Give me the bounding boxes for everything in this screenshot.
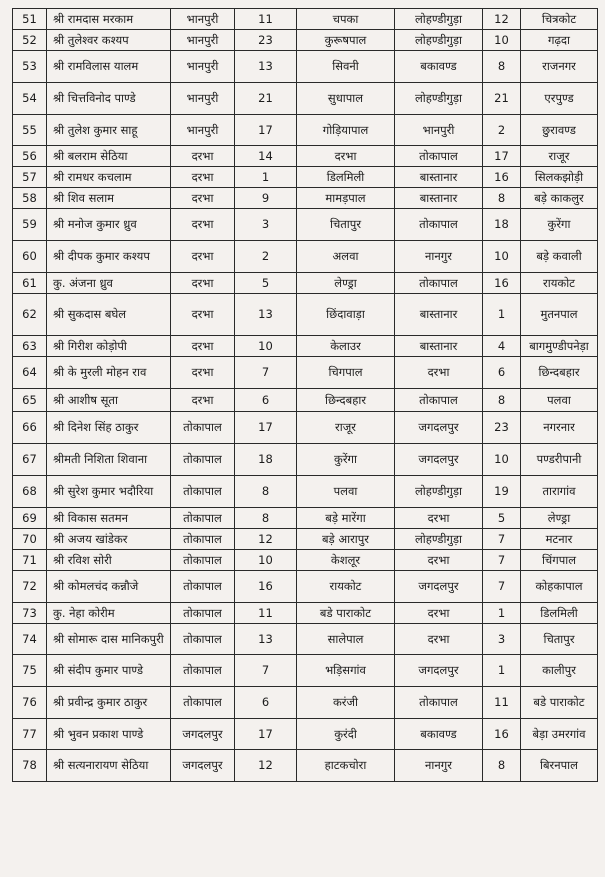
new-number-cell: 17 <box>483 146 521 167</box>
new-block-cell: लोहण्डीगुड़ा <box>395 476 483 508</box>
employee-name-cell: श्री सुरेश कुमार भदौरिया <box>47 476 171 508</box>
table-row <box>13 51 598 83</box>
new-number-cell: 2 <box>483 115 521 146</box>
new-village-cell: कालीपुर <box>521 655 598 687</box>
current-number-cell: 8 <box>235 508 297 529</box>
new-block-cell: लोहण्डीगुड़ा <box>395 30 483 51</box>
new-number-cell: 6 <box>483 357 521 389</box>
new-number-cell: 1 <box>483 603 521 624</box>
current-village-cell: पलवा <box>297 476 395 508</box>
current-village-cell: छिंदावाड़ा <box>297 294 395 336</box>
serial-number-cell: 76 <box>13 687 47 719</box>
new-block-cell: दरभा <box>395 603 483 624</box>
current-number-cell: 9 <box>235 188 297 209</box>
serial-number-cell: 71 <box>13 550 47 571</box>
table-row <box>13 687 598 719</box>
new-number-cell: 7 <box>483 529 521 550</box>
table-row <box>13 529 598 550</box>
employee-name-cell: श्री शिव सलाम <box>47 188 171 209</box>
new-block-cell: तोकापाल <box>395 687 483 719</box>
serial-number-cell: 59 <box>13 209 47 241</box>
new-block-cell: नानगुर <box>395 241 483 273</box>
table-row <box>13 115 598 146</box>
new-block-cell: लोहण्डीगुड़ा <box>395 83 483 115</box>
serial-number-cell: 68 <box>13 476 47 508</box>
current-block-cell: भानपुरी <box>171 115 235 146</box>
current-block-cell: दरभा <box>171 294 235 336</box>
table-row <box>13 241 598 273</box>
serial-number-cell: 69 <box>13 508 47 529</box>
new-number-cell: 11 <box>483 687 521 719</box>
new-block-cell: लोहण्डीगुड़ा <box>395 529 483 550</box>
current-block-cell: तोकापाल <box>171 412 235 444</box>
employee-name-cell: श्री सत्यनारायण सेठिया <box>47 750 171 782</box>
current-block-cell: तोकापाल <box>171 550 235 571</box>
employee-name-cell: श्री आशीष सूता <box>47 389 171 412</box>
document-sheet <box>12 8 597 782</box>
current-number-cell: 10 <box>235 550 297 571</box>
new-block-cell: तोकापाल <box>395 209 483 241</box>
serial-number-cell: 65 <box>13 389 47 412</box>
current-number-cell: 17 <box>235 719 297 750</box>
current-village-cell: सालेपाल <box>297 624 395 655</box>
new-village-cell: गढ़दा <box>521 30 598 51</box>
current-number-cell: 11 <box>235 9 297 30</box>
serial-number-cell: 52 <box>13 30 47 51</box>
new-number-cell: 5 <box>483 508 521 529</box>
table-row <box>13 603 598 624</box>
new-village-cell: लेण्ड्रा <box>521 508 598 529</box>
current-block-cell: दरभा <box>171 241 235 273</box>
current-number-cell: 21 <box>235 83 297 115</box>
serial-number-cell: 73 <box>13 603 47 624</box>
new-block-cell: दरभा <box>395 357 483 389</box>
current-block-cell: दरभा <box>171 209 235 241</box>
current-number-cell: 6 <box>235 687 297 719</box>
table-row <box>13 146 598 167</box>
new-number-cell: 19 <box>483 476 521 508</box>
serial-number-cell: 61 <box>13 273 47 294</box>
current-number-cell: 23 <box>235 30 297 51</box>
new-village-cell: बड़े कवाली <box>521 241 598 273</box>
new-village-cell: पलवा <box>521 389 598 412</box>
serial-number-cell: 64 <box>13 357 47 389</box>
current-block-cell: भानपुरी <box>171 9 235 30</box>
table-row <box>13 294 598 336</box>
current-number-cell: 16 <box>235 571 297 603</box>
employee-name-cell: श्री विकास सतमन <box>47 508 171 529</box>
employee-name-cell: श्रीमती निशिता शिवाना <box>47 444 171 476</box>
new-block-cell: बास्तानार <box>395 336 483 357</box>
employee-name-cell: कु. अंजना ध्रुव <box>47 273 171 294</box>
current-village-cell: बड़े मारेंगा <box>297 508 395 529</box>
serial-number-cell: 53 <box>13 51 47 83</box>
employee-name-cell: श्री दीपक कुमार कश्यप <box>47 241 171 273</box>
table-row <box>13 719 598 750</box>
new-village-cell: सिलकझोड़ी <box>521 167 598 188</box>
current-village-cell: चपका <box>297 9 395 30</box>
current-village-cell: छिन्दबहार <box>297 389 395 412</box>
table-row <box>13 624 598 655</box>
serial-number-cell: 57 <box>13 167 47 188</box>
new-number-cell: 23 <box>483 412 521 444</box>
new-village-cell: चित्रकोट <box>521 9 598 30</box>
new-number-cell: 7 <box>483 550 521 571</box>
serial-number-cell: 75 <box>13 655 47 687</box>
new-block-cell: जगदलपुर <box>395 655 483 687</box>
employee-name-cell: श्री भुवन प्रकाश पाण्डे <box>47 719 171 750</box>
current-block-cell: भानपुरी <box>171 83 235 115</box>
table-row <box>13 30 598 51</box>
employee-name-cell: श्री कोमलचंद कन्नौजे <box>47 571 171 603</box>
current-block-cell: दरभा <box>171 336 235 357</box>
current-block-cell: तोकापाल <box>171 571 235 603</box>
new-number-cell: 16 <box>483 273 521 294</box>
new-village-cell: बडे पाराकोट <box>521 687 598 719</box>
serial-number-cell: 62 <box>13 294 47 336</box>
current-block-cell: भानपुरी <box>171 30 235 51</box>
new-village-cell: नगरनार <box>521 412 598 444</box>
current-block-cell: दरभा <box>171 188 235 209</box>
current-number-cell: 11 <box>235 603 297 624</box>
new-block-cell: तोकापाल <box>395 146 483 167</box>
employee-name-cell: श्री तुलेश कुमार साहू <box>47 115 171 146</box>
table-row <box>13 444 598 476</box>
new-village-cell: राजनगर <box>521 51 598 83</box>
table-row <box>13 209 598 241</box>
new-block-cell: बकावण्ड <box>395 719 483 750</box>
current-number-cell: 1 <box>235 167 297 188</box>
new-block-cell: जगदलपुर <box>395 571 483 603</box>
current-number-cell: 13 <box>235 51 297 83</box>
new-block-cell: तोकापाल <box>395 273 483 294</box>
current-village-cell: कुरूषपाल <box>297 30 395 51</box>
serial-number-cell: 63 <box>13 336 47 357</box>
current-number-cell: 6 <box>235 389 297 412</box>
table-row <box>13 83 598 115</box>
current-number-cell: 10 <box>235 336 297 357</box>
current-block-cell: तोकापाल <box>171 529 235 550</box>
table-row <box>13 571 598 603</box>
new-number-cell: 12 <box>483 9 521 30</box>
new-number-cell: 16 <box>483 167 521 188</box>
current-block-cell: तोकापाल <box>171 508 235 529</box>
serial-number-cell: 77 <box>13 719 47 750</box>
new-number-cell: 8 <box>483 188 521 209</box>
new-village-cell: मटनार <box>521 529 598 550</box>
current-number-cell: 3 <box>235 209 297 241</box>
new-number-cell: 1 <box>483 655 521 687</box>
current-number-cell: 7 <box>235 655 297 687</box>
current-village-cell: बड़े आरापुर <box>297 529 395 550</box>
new-village-cell: राजूर <box>521 146 598 167</box>
employee-name-cell: श्री दिनेश सिंह ठाकुर <box>47 412 171 444</box>
current-village-cell: लेण्ड्रा <box>297 273 395 294</box>
current-village-cell: मामड़पाल <box>297 188 395 209</box>
current-village-cell: केलाउर <box>297 336 395 357</box>
transfer-table <box>12 8 598 782</box>
current-village-cell: चिगपाल <box>297 357 395 389</box>
new-number-cell: 18 <box>483 209 521 241</box>
table-row <box>13 336 598 357</box>
current-block-cell: दरभा <box>171 389 235 412</box>
current-village-cell: राजूर <box>297 412 395 444</box>
serial-number-cell: 60 <box>13 241 47 273</box>
table-row <box>13 357 598 389</box>
employee-name-cell: श्री रामविलास यालम <box>47 51 171 83</box>
new-village-cell: बागमुण्डीपनेड़ा <box>521 336 598 357</box>
current-village-cell: कुरंदी <box>297 719 395 750</box>
new-block-cell: दरभा <box>395 508 483 529</box>
current-block-cell: भानपुरी <box>171 51 235 83</box>
table-row <box>13 550 598 571</box>
new-village-cell: कुरेंगा <box>521 209 598 241</box>
new-number-cell: 3 <box>483 624 521 655</box>
new-block-cell: बास्तानार <box>395 167 483 188</box>
new-block-cell: दरभा <box>395 550 483 571</box>
new-block-cell: बास्तानार <box>395 294 483 336</box>
serial-number-cell: 54 <box>13 83 47 115</box>
new-village-cell: तारागांव <box>521 476 598 508</box>
current-block-cell: तोकापाल <box>171 687 235 719</box>
employee-name-cell: श्री के मुरली मोहन राव <box>47 357 171 389</box>
current-number-cell: 13 <box>235 294 297 336</box>
table-row <box>13 273 598 294</box>
table-row <box>13 508 598 529</box>
current-number-cell: 18 <box>235 444 297 476</box>
current-block-cell: तोकापाल <box>171 444 235 476</box>
employee-name-cell: श्री गिरीश कोड़ोपी <box>47 336 171 357</box>
employee-name-cell: श्री प्रवीन्द्र कुमार ठाकुर <box>47 687 171 719</box>
current-block-cell: जगदलपुर <box>171 719 235 750</box>
new-number-cell: 7 <box>483 571 521 603</box>
employee-name-cell: श्री रामधर कचलाम <box>47 167 171 188</box>
current-block-cell: दरभा <box>171 357 235 389</box>
new-block-cell: जगदलपुर <box>395 444 483 476</box>
current-village-cell: केशलूर <box>297 550 395 571</box>
new-block-cell: लोहण्डीगुड़ा <box>395 9 483 30</box>
current-village-cell: चितापुर <box>297 209 395 241</box>
current-village-cell: करंजी <box>297 687 395 719</box>
table-row <box>13 389 598 412</box>
current-block-cell: तोकापाल <box>171 655 235 687</box>
employee-name-cell: श्री मनोज कुमार ध्रुव <box>47 209 171 241</box>
serial-number-cell: 74 <box>13 624 47 655</box>
new-village-cell: पण्डरीपानी <box>521 444 598 476</box>
current-number-cell: 17 <box>235 115 297 146</box>
new-block-cell: नानगुर <box>395 750 483 782</box>
new-village-cell: डिलमिली <box>521 603 598 624</box>
table-row <box>13 412 598 444</box>
current-block-cell: तोकापाल <box>171 603 235 624</box>
new-block-cell: दरभा <box>395 624 483 655</box>
new-number-cell: 8 <box>483 750 521 782</box>
new-village-cell: बड़े काकलुर <box>521 188 598 209</box>
new-number-cell: 1 <box>483 294 521 336</box>
current-block-cell: दरभा <box>171 273 235 294</box>
table-row <box>13 167 598 188</box>
serial-number-cell: 78 <box>13 750 47 782</box>
new-village-cell: रायकोट <box>521 273 598 294</box>
new-number-cell: 10 <box>483 444 521 476</box>
new-block-cell: बास्तानार <box>395 188 483 209</box>
new-block-cell: जगदलपुर <box>395 412 483 444</box>
current-number-cell: 8 <box>235 476 297 508</box>
current-block-cell: तोकापाल <box>171 476 235 508</box>
table-row <box>13 9 598 30</box>
current-village-cell: डिलमिली <box>297 167 395 188</box>
new-number-cell: 16 <box>483 719 521 750</box>
table-row <box>13 188 598 209</box>
current-village-cell: अलवा <box>297 241 395 273</box>
new-village-cell: चिंगपाल <box>521 550 598 571</box>
serial-number-cell: 66 <box>13 412 47 444</box>
new-number-cell: 21 <box>483 83 521 115</box>
current-number-cell: 12 <box>235 529 297 550</box>
current-number-cell: 17 <box>235 412 297 444</box>
new-village-cell: एरपुण्ड <box>521 83 598 115</box>
serial-number-cell: 56 <box>13 146 47 167</box>
current-village-cell: कुरेंगा <box>297 444 395 476</box>
serial-number-cell: 51 <box>13 9 47 30</box>
current-block-cell: दरभा <box>171 167 235 188</box>
serial-number-cell: 72 <box>13 571 47 603</box>
new-village-cell: छिन्दबहार <box>521 357 598 389</box>
table-body <box>13 9 598 782</box>
table-row <box>13 655 598 687</box>
new-block-cell: तोकापाल <box>395 389 483 412</box>
employee-name-cell: श्री सोमारू दास मानिकपुरी <box>47 624 171 655</box>
new-block-cell: बकावण्ड <box>395 51 483 83</box>
table-row <box>13 750 598 782</box>
current-block-cell: जगदलपुर <box>171 750 235 782</box>
serial-number-cell: 55 <box>13 115 47 146</box>
current-number-cell: 7 <box>235 357 297 389</box>
employee-name-cell: श्री बलराम सेठिया <box>47 146 171 167</box>
current-number-cell: 14 <box>235 146 297 167</box>
employee-name-cell: कु. नेहा कोरीम <box>47 603 171 624</box>
new-village-cell: बेड़ा उमरगांव <box>521 719 598 750</box>
employee-name-cell: श्री संदीप कुमार पाण्डे <box>47 655 171 687</box>
current-number-cell: 5 <box>235 273 297 294</box>
current-village-cell: रायकोट <box>297 571 395 603</box>
new-village-cell: चितापुर <box>521 624 598 655</box>
employee-name-cell: श्री रविश सोरी <box>47 550 171 571</box>
new-village-cell: कोहकापाल <box>521 571 598 603</box>
current-village-cell: भड़िसगांव <box>297 655 395 687</box>
current-village-cell: गोड़ियापाल <box>297 115 395 146</box>
current-village-cell: दरभा <box>297 146 395 167</box>
employee-name-cell: श्री अजय खांडेकर <box>47 529 171 550</box>
new-village-cell: छुरावण्ड <box>521 115 598 146</box>
new-number-cell: 8 <box>483 389 521 412</box>
current-village-cell: हाटकचोरा <box>297 750 395 782</box>
current-block-cell: दरभा <box>171 146 235 167</box>
new-village-cell: बिरनपाल <box>521 750 598 782</box>
new-number-cell: 10 <box>483 241 521 273</box>
employee-name-cell: श्री रामदास मरकाम <box>47 9 171 30</box>
serial-number-cell: 70 <box>13 529 47 550</box>
current-number-cell: 12 <box>235 750 297 782</box>
employee-name-cell: श्री चित्तविनोद पाण्डे <box>47 83 171 115</box>
current-number-cell: 2 <box>235 241 297 273</box>
current-number-cell: 13 <box>235 624 297 655</box>
current-block-cell: तोकापाल <box>171 624 235 655</box>
table-row <box>13 476 598 508</box>
employee-name-cell: श्री सुकदास बघेल <box>47 294 171 336</box>
new-number-cell: 10 <box>483 30 521 51</box>
current-village-cell: सिवनी <box>297 51 395 83</box>
serial-number-cell: 67 <box>13 444 47 476</box>
new-number-cell: 4 <box>483 336 521 357</box>
new-village-cell: मुतनपाल <box>521 294 598 336</box>
current-village-cell: सुधापाल <box>297 83 395 115</box>
employee-name-cell: श्री तुलेश्वर कश्यप <box>47 30 171 51</box>
new-block-cell: भानपुरी <box>395 115 483 146</box>
serial-number-cell: 58 <box>13 188 47 209</box>
current-village-cell: बडे पाराकोट <box>297 603 395 624</box>
new-number-cell: 8 <box>483 51 521 83</box>
